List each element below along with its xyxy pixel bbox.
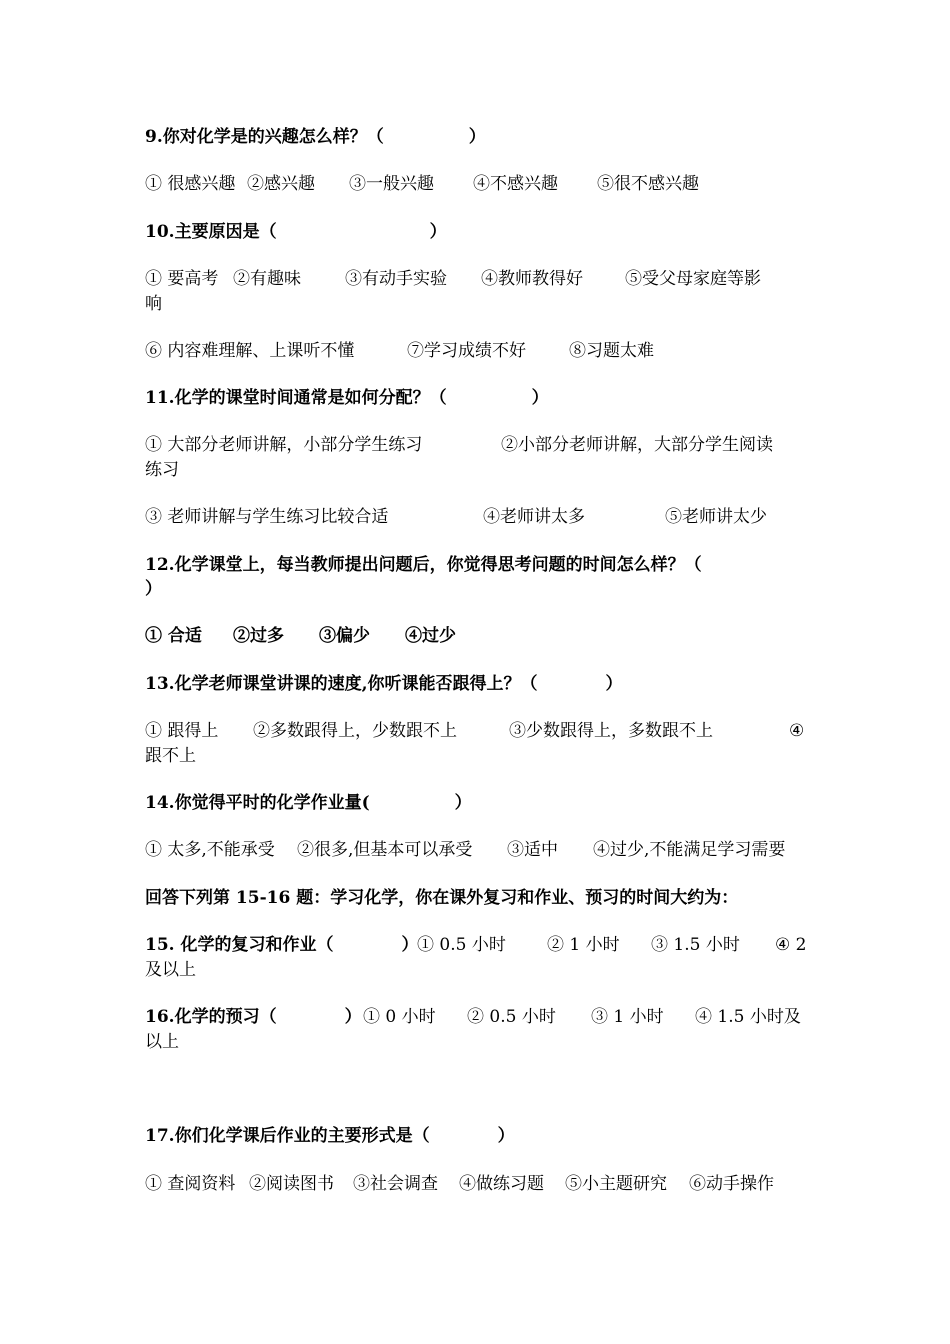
- option: ① 0.5 小时: [417, 935, 506, 955]
- option: ③ 老师讲解与学生练习比较合适: [145, 507, 389, 527]
- question-11-options-row1-cont: 练习: [145, 460, 179, 480]
- option: ⑤受父母家庭等影: [625, 269, 761, 289]
- option: ②过多: [233, 626, 284, 646]
- option: ④做练习题: [459, 1174, 544, 1194]
- option: ③社会调查: [353, 1174, 438, 1194]
- question-9-options: [145, 172, 815, 196]
- question-13-options-cont: 跟不上: [145, 746, 196, 766]
- option: ⑥动手操作: [689, 1174, 774, 1194]
- question-17-options: [145, 1172, 815, 1196]
- option: ④不感兴趣: [473, 174, 558, 194]
- question-12-cont: ）: [145, 579, 162, 599]
- option: ②很多,但基本可以承受: [297, 840, 473, 860]
- question-15-options-cont: 及以上: [145, 960, 196, 980]
- option: ④过少,不能满足学习需要: [593, 840, 786, 860]
- question-16-row: [145, 1005, 815, 1029]
- option: ③一般兴趣: [349, 174, 434, 194]
- question-10: 10.主要原因是（ ）: [145, 222, 447, 242]
- option: ②多数跟得上，少数跟不上: [253, 721, 457, 741]
- option: ① 很感兴趣: [145, 174, 236, 194]
- option: ⑤老师讲太少: [665, 507, 767, 527]
- option: ③少数跟得上，多数跟不上: [509, 721, 713, 741]
- option: ① 要高考: [145, 269, 219, 289]
- option: ① 大部分老师讲解，小部分学生练习: [145, 435, 423, 455]
- option: ③偏少: [319, 626, 370, 646]
- question-15-row: [145, 933, 815, 957]
- question-12: 12.化学课堂上，每当教师提出问题后，你觉得思考问题的时间怎么样？（: [145, 555, 702, 575]
- option: ③ 1.5 小时: [651, 935, 740, 955]
- question-9: 9.你对化学是的兴趣怎么样？（ ）: [145, 127, 486, 147]
- option: ⑤很不感兴趣: [597, 174, 699, 194]
- option: ②阅读图书: [249, 1174, 334, 1194]
- option: ④老师讲太多: [483, 507, 585, 527]
- question-14: 14.你觉得平时的化学作业量( ）: [145, 793, 472, 813]
- question-11: 11.化学的课堂时间通常是如何分配？（ ）: [145, 388, 549, 408]
- option: ⑥ 内容难理解、上课听不懂: [145, 341, 355, 361]
- question-15: 15. 化学的复习和作业（ ）: [145, 935, 419, 955]
- option: ① 0 小时: [363, 1007, 436, 1027]
- question-12-options: [145, 624, 815, 648]
- option: ④ 2: [775, 935, 807, 955]
- option: ④教师教得好: [481, 269, 583, 289]
- section-intro-15-16: 回答下列第 15-16 题：学习化学，你在课外复习和作业、预习的时间大约为：: [145, 888, 739, 908]
- question-13-options: [145, 719, 815, 743]
- option: ④ 1.5 小时及: [695, 1007, 801, 1027]
- question-17: 17.你们化学课后作业的主要形式是（ ）: [145, 1126, 515, 1146]
- option: ⑤小主题研究: [565, 1174, 667, 1194]
- option: ① 查阅资料: [145, 1174, 236, 1194]
- question-16: 16.化学的预习（ ）: [145, 1007, 362, 1027]
- option: ③ 1 小时: [591, 1007, 664, 1027]
- option: ③适中: [507, 840, 558, 860]
- option: ② 0.5 小时: [467, 1007, 556, 1027]
- question-10-options-row1: [145, 267, 815, 291]
- question-10-options-row2: [145, 339, 815, 363]
- option: ① 合适: [145, 626, 202, 646]
- option: ②有趣味: [233, 269, 301, 289]
- option: ④过少: [405, 626, 456, 646]
- option: ⑦学习成绩不好: [407, 341, 526, 361]
- question-11-options-row1: [145, 433, 815, 457]
- option: ③有动手实验: [345, 269, 447, 289]
- question-16-options-cont: 以上: [145, 1032, 179, 1052]
- question-11-options-row2: [145, 505, 815, 529]
- option: ④: [789, 721, 805, 741]
- option: ⑧习题太难: [569, 341, 654, 361]
- option: ②感兴趣: [247, 174, 315, 194]
- option: ① 跟得上: [145, 721, 219, 741]
- question-14-options: [145, 838, 815, 862]
- question-13: 13.化学老师课堂讲课的速度,你听课能否跟得上？（ ）: [145, 674, 623, 694]
- option: ② 1 小时: [547, 935, 620, 955]
- question-10-options-row1-cont: 响: [145, 294, 162, 314]
- option: ① 太多,不能承受: [145, 840, 275, 860]
- option: ②小部分老师讲解，大部分学生阅读: [501, 435, 773, 455]
